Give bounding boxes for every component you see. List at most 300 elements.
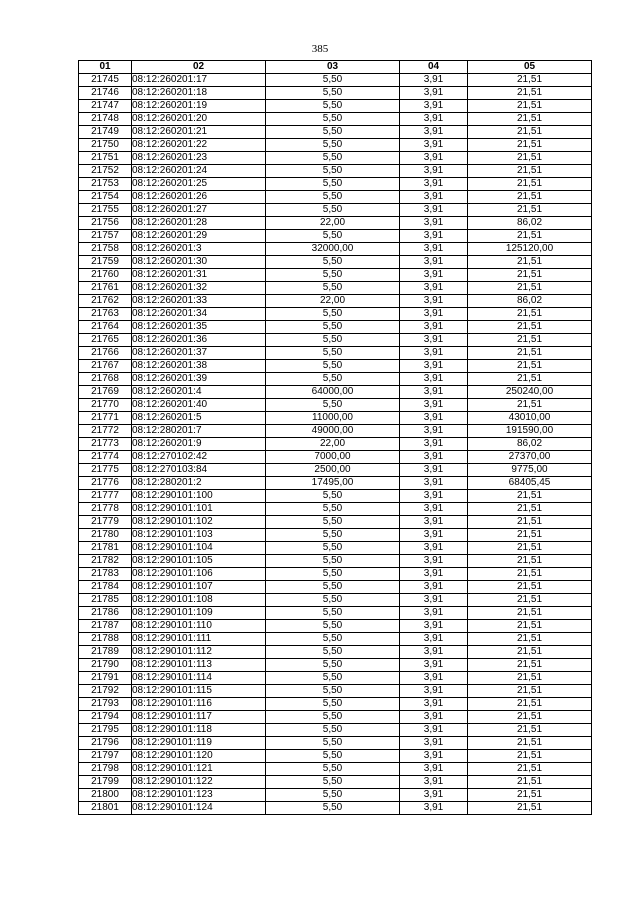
value-05-cell: 21,51: [468, 490, 592, 503]
value-05-cell: 21,51: [468, 308, 592, 321]
value-03-cell: 5,50: [266, 542, 400, 555]
value-03-cell: 5,50: [266, 360, 400, 373]
row-number-cell: 21757: [79, 230, 132, 243]
row-number-cell: 21788: [79, 633, 132, 646]
row-number-cell: 21758: [79, 243, 132, 256]
table-row: [79, 347, 592, 360]
cadastral-number-cell: 08:12:260201:5: [132, 412, 266, 425]
value-03-cell: 5,50: [266, 581, 400, 594]
value-05-cell: 21,51: [468, 152, 592, 165]
table-row: [79, 308, 592, 321]
cadastral-number-cell: 08:12:260201:27: [132, 204, 266, 217]
value-05-cell: 21,51: [468, 711, 592, 724]
cadastral-number-cell: 08:12:260201:19: [132, 100, 266, 113]
value-05-cell: 21,51: [468, 126, 592, 139]
row-number-cell: 21770: [79, 399, 132, 412]
value-03-cell: 5,50: [266, 516, 400, 529]
value-04-cell: 3,91: [400, 633, 468, 646]
value-03-cell: 17495,00: [266, 477, 400, 490]
table-body: [79, 74, 592, 815]
value-04-cell: 3,91: [400, 243, 468, 256]
value-04-cell: 3,91: [400, 477, 468, 490]
table-row: [79, 750, 592, 763]
cadastral-number-cell: 08:12:280201:2: [132, 477, 266, 490]
table-row: [79, 425, 592, 438]
row-number-cell: 21749: [79, 126, 132, 139]
table-row: [79, 529, 592, 542]
value-03-cell: 5,50: [266, 607, 400, 620]
table-row: [79, 477, 592, 490]
table-row: [79, 100, 592, 113]
value-03-cell: 5,50: [266, 672, 400, 685]
value-04-cell: 3,91: [400, 269, 468, 282]
value-04-cell: 3,91: [400, 464, 468, 477]
value-04-cell: 3,91: [400, 750, 468, 763]
cadastral-number-cell: 08:12:290101:124: [132, 802, 266, 815]
value-04-cell: 3,91: [400, 711, 468, 724]
row-number-cell: 21774: [79, 451, 132, 464]
value-04-cell: 3,91: [400, 789, 468, 802]
row-number-cell: 21792: [79, 685, 132, 698]
table-row: [79, 620, 592, 633]
row-number-cell: 21791: [79, 672, 132, 685]
row-number-cell: 21748: [79, 113, 132, 126]
value-04-cell: 3,91: [400, 126, 468, 139]
cadastral-number-cell: 08:12:290101:123: [132, 789, 266, 802]
value-04-cell: 3,91: [400, 451, 468, 464]
value-03-cell: 5,50: [266, 802, 400, 815]
value-05-cell: 21,51: [468, 503, 592, 516]
value-03-cell: 5,50: [266, 503, 400, 516]
cadastral-number-cell: 08:12:260201:36: [132, 334, 266, 347]
value-04-cell: 3,91: [400, 74, 468, 87]
value-04-cell: 3,91: [400, 87, 468, 100]
value-05-cell: 21,51: [468, 594, 592, 607]
value-04-cell: 3,91: [400, 256, 468, 269]
value-04-cell: 3,91: [400, 347, 468, 360]
value-05-cell: 21,51: [468, 763, 592, 776]
value-04-cell: 3,91: [400, 191, 468, 204]
row-number-cell: 21763: [79, 308, 132, 321]
value-03-cell: 5,50: [266, 165, 400, 178]
value-05-cell: 21,51: [468, 74, 592, 87]
value-03-cell: 5,50: [266, 373, 400, 386]
table-row: [79, 672, 592, 685]
cadastral-number-cell: 08:12:260201:24: [132, 165, 266, 178]
value-05-cell: 21,51: [468, 204, 592, 217]
row-number-cell: 21779: [79, 516, 132, 529]
row-number-cell: 21767: [79, 360, 132, 373]
table-row: [79, 685, 592, 698]
row-number-cell: 21775: [79, 464, 132, 477]
cadastral-number-cell: 08:12:260201:23: [132, 152, 266, 165]
cadastral-number-cell: 08:12:260201:20: [132, 113, 266, 126]
row-number-cell: 21750: [79, 139, 132, 152]
row-number-cell: 21776: [79, 477, 132, 490]
cadastral-number-cell: 08:12:290101:107: [132, 581, 266, 594]
row-number-cell: 21769: [79, 386, 132, 399]
value-03-cell: 22,00: [266, 295, 400, 308]
table-row: [79, 490, 592, 503]
table-row: [79, 503, 592, 516]
table-row: [79, 724, 592, 737]
value-04-cell: 3,91: [400, 308, 468, 321]
value-05-cell: 21,51: [468, 360, 592, 373]
cadastral-number-cell: 08:12:290101:111: [132, 633, 266, 646]
value-03-cell: 5,50: [266, 191, 400, 204]
value-05-cell: 9775,00: [468, 464, 592, 477]
value-04-cell: 3,91: [400, 230, 468, 243]
cadastral-number-cell: 08:12:260201:39: [132, 373, 266, 386]
row-number-cell: 21754: [79, 191, 132, 204]
value-03-cell: 49000,00: [266, 425, 400, 438]
row-number-cell: 21801: [79, 802, 132, 815]
row-number-cell: 21759: [79, 256, 132, 269]
value-04-cell: 3,91: [400, 802, 468, 815]
table-row: [79, 464, 592, 477]
row-number-cell: 21771: [79, 412, 132, 425]
table-row: [79, 217, 592, 230]
value-05-cell: 21,51: [468, 165, 592, 178]
value-03-cell: 2500,00: [266, 464, 400, 477]
value-04-cell: 3,91: [400, 685, 468, 698]
cadastral-number-cell: 08:12:290101:115: [132, 685, 266, 698]
value-04-cell: 3,91: [400, 724, 468, 737]
cadastral-number-cell: 08:12:290101:120: [132, 750, 266, 763]
value-04-cell: 3,91: [400, 737, 468, 750]
data-table: [78, 60, 592, 815]
cadastral-number-cell: 08:12:290101:122: [132, 776, 266, 789]
value-03-cell: 5,50: [266, 776, 400, 789]
row-number-cell: 21782: [79, 555, 132, 568]
cadastral-number-cell: 08:12:290101:113: [132, 659, 266, 672]
row-number-cell: 21798: [79, 763, 132, 776]
row-number-cell: 21745: [79, 74, 132, 87]
row-number-cell: 21764: [79, 321, 132, 334]
table-row: [79, 542, 592, 555]
value-05-cell: 21,51: [468, 789, 592, 802]
table-row: [79, 139, 592, 152]
value-03-cell: 5,50: [266, 139, 400, 152]
cadastral-number-cell: 08:12:260201:26: [132, 191, 266, 204]
value-03-cell: 5,50: [266, 750, 400, 763]
value-03-cell: 5,50: [266, 568, 400, 581]
row-number-cell: 21777: [79, 490, 132, 503]
value-05-cell: 21,51: [468, 672, 592, 685]
cadastral-number-cell: 08:12:290101:108: [132, 594, 266, 607]
value-04-cell: 3,91: [400, 490, 468, 503]
table-row: [79, 607, 592, 620]
row-number-cell: 21756: [79, 217, 132, 230]
row-number-cell: 21773: [79, 438, 132, 451]
table-row: [79, 386, 592, 399]
cadastral-number-cell: 08:12:280201:7: [132, 425, 266, 438]
cadastral-number-cell: 08:12:260201:28: [132, 217, 266, 230]
value-04-cell: 3,91: [400, 373, 468, 386]
value-05-cell: 21,51: [468, 516, 592, 529]
value-05-cell: 21,51: [468, 633, 592, 646]
value-03-cell: 5,50: [266, 659, 400, 672]
table-row: [79, 360, 592, 373]
table-row: [79, 126, 592, 139]
table-row: [79, 178, 592, 191]
value-04-cell: 3,91: [400, 555, 468, 568]
value-04-cell: 3,91: [400, 542, 468, 555]
value-04-cell: 3,91: [400, 646, 468, 659]
value-03-cell: 5,50: [266, 256, 400, 269]
value-04-cell: 3,91: [400, 100, 468, 113]
row-number-cell: 21755: [79, 204, 132, 217]
value-05-cell: 21,51: [468, 113, 592, 126]
value-05-cell: 21,51: [468, 269, 592, 282]
row-number-cell: 21753: [79, 178, 132, 191]
value-05-cell: 21,51: [468, 568, 592, 581]
value-05-cell: 21,51: [468, 373, 592, 386]
value-03-cell: 5,50: [266, 685, 400, 698]
row-number-cell: 21780: [79, 529, 132, 542]
row-number-cell: 21766: [79, 347, 132, 360]
cadastral-number-cell: 08:12:260201:34: [132, 308, 266, 321]
row-number-cell: 21772: [79, 425, 132, 438]
value-05-cell: 125120,00: [468, 243, 592, 256]
value-05-cell: 21,51: [468, 698, 592, 711]
row-number-cell: 21785: [79, 594, 132, 607]
table-row: [79, 438, 592, 451]
value-04-cell: 3,91: [400, 568, 468, 581]
table-row: [79, 243, 592, 256]
value-04-cell: 3,91: [400, 438, 468, 451]
value-04-cell: 3,91: [400, 672, 468, 685]
table-row: [79, 633, 592, 646]
cadastral-number-cell: 08:12:260201:32: [132, 282, 266, 295]
row-number-cell: 21768: [79, 373, 132, 386]
cadastral-number-cell: 08:12:290101:106: [132, 568, 266, 581]
value-03-cell: 5,50: [266, 282, 400, 295]
value-03-cell: 22,00: [266, 217, 400, 230]
value-05-cell: 21,51: [468, 646, 592, 659]
value-04-cell: 3,91: [400, 204, 468, 217]
value-04-cell: 3,91: [400, 178, 468, 191]
value-03-cell: 5,50: [266, 711, 400, 724]
table-row: [79, 711, 592, 724]
table-row: [79, 373, 592, 386]
table-row: [79, 516, 592, 529]
value-04-cell: 3,91: [400, 334, 468, 347]
cadastral-number-cell: 08:12:270103:84: [132, 464, 266, 477]
value-05-cell: 250240,00: [468, 386, 592, 399]
value-04-cell: 3,91: [400, 139, 468, 152]
table-row: [79, 399, 592, 412]
row-number-cell: 21786: [79, 607, 132, 620]
value-03-cell: 32000,00: [266, 243, 400, 256]
row-number-cell: 21751: [79, 152, 132, 165]
table-row: [79, 113, 592, 126]
value-04-cell: 3,91: [400, 386, 468, 399]
value-04-cell: 3,91: [400, 412, 468, 425]
table-row: [79, 191, 592, 204]
value-05-cell: 21,51: [468, 685, 592, 698]
value-03-cell: 5,50: [266, 152, 400, 165]
table-row: [79, 763, 592, 776]
value-03-cell: 5,50: [266, 178, 400, 191]
row-number-cell: 21789: [79, 646, 132, 659]
value-04-cell: 3,91: [400, 607, 468, 620]
table-row: [79, 269, 592, 282]
row-number-cell: 21799: [79, 776, 132, 789]
row-number-cell: 21793: [79, 698, 132, 711]
table-row: [79, 204, 592, 217]
value-05-cell: 21,51: [468, 555, 592, 568]
value-03-cell: 11000,00: [266, 412, 400, 425]
table-row: [79, 568, 592, 581]
table-row: [79, 698, 592, 711]
cadastral-number-cell: 08:12:290101:104: [132, 542, 266, 555]
column-header-01: 01: [79, 61, 132, 74]
table-row: [79, 776, 592, 789]
value-05-cell: 21,51: [468, 776, 592, 789]
row-number-cell: 21765: [79, 334, 132, 347]
cadastral-number-cell: 08:12:290101:101: [132, 503, 266, 516]
value-05-cell: 68405,45: [468, 477, 592, 490]
value-05-cell: 21,51: [468, 724, 592, 737]
row-number-cell: 21800: [79, 789, 132, 802]
value-04-cell: 3,91: [400, 399, 468, 412]
column-header-02: 02: [132, 61, 266, 74]
value-05-cell: 21,51: [468, 178, 592, 191]
cadastral-number-cell: 08:12:260201:22: [132, 139, 266, 152]
table-row: [79, 230, 592, 243]
value-03-cell: 5,50: [266, 74, 400, 87]
row-number-cell: 21787: [79, 620, 132, 633]
value-03-cell: 5,50: [266, 126, 400, 139]
value-05-cell: 21,51: [468, 750, 592, 763]
value-05-cell: 21,51: [468, 282, 592, 295]
row-number-cell: 21784: [79, 581, 132, 594]
table-row: [79, 594, 592, 607]
value-04-cell: 3,91: [400, 581, 468, 594]
row-number-cell: 21781: [79, 542, 132, 555]
row-number-cell: 21761: [79, 282, 132, 295]
value-05-cell: 86,02: [468, 295, 592, 308]
value-03-cell: 5,50: [266, 633, 400, 646]
value-05-cell: 21,51: [468, 256, 592, 269]
cadastral-number-cell: 08:12:260201:35: [132, 321, 266, 334]
cadastral-number-cell: 08:12:260201:30: [132, 256, 266, 269]
value-04-cell: 3,91: [400, 152, 468, 165]
table-row: [79, 555, 592, 568]
table-row: [79, 802, 592, 815]
cadastral-number-cell: 08:12:260201:17: [132, 74, 266, 87]
row-number-cell: 21797: [79, 750, 132, 763]
cadastral-number-cell: 08:12:260201:3: [132, 243, 266, 256]
value-03-cell: 5,50: [266, 763, 400, 776]
cadastral-number-cell: 08:12:260201:31: [132, 269, 266, 282]
value-04-cell: 3,91: [400, 295, 468, 308]
row-number-cell: 21760: [79, 269, 132, 282]
value-05-cell: 27370,00: [468, 451, 592, 464]
value-05-cell: 86,02: [468, 217, 592, 230]
table-row: [79, 581, 592, 594]
value-04-cell: 3,91: [400, 594, 468, 607]
value-05-cell: 21,51: [468, 542, 592, 555]
value-03-cell: 5,50: [266, 555, 400, 568]
table-row: [79, 165, 592, 178]
row-number-cell: 21752: [79, 165, 132, 178]
value-05-cell: 21,51: [468, 139, 592, 152]
table-row: [79, 282, 592, 295]
value-05-cell: 21,51: [468, 607, 592, 620]
value-03-cell: 5,50: [266, 490, 400, 503]
table-row: [79, 659, 592, 672]
cadastral-number-cell: 08:12:260201:21: [132, 126, 266, 139]
value-05-cell: 43010,00: [468, 412, 592, 425]
cadastral-number-cell: 08:12:290101:100: [132, 490, 266, 503]
value-05-cell: 21,51: [468, 529, 592, 542]
value-05-cell: 21,51: [468, 87, 592, 100]
value-04-cell: 3,91: [400, 659, 468, 672]
value-03-cell: 5,50: [266, 724, 400, 737]
column-header-05: 05: [468, 61, 592, 74]
value-04-cell: 3,91: [400, 425, 468, 438]
value-04-cell: 3,91: [400, 529, 468, 542]
table-row: [79, 321, 592, 334]
cadastral-number-cell: 08:12:290101:105: [132, 555, 266, 568]
value-04-cell: 3,91: [400, 620, 468, 633]
value-04-cell: 3,91: [400, 217, 468, 230]
value-05-cell: 21,51: [468, 659, 592, 672]
value-05-cell: 21,51: [468, 620, 592, 633]
table-row: [79, 295, 592, 308]
value-05-cell: 21,51: [468, 100, 592, 113]
value-04-cell: 3,91: [400, 360, 468, 373]
cadastral-number-cell: 08:12:260201:33: [132, 295, 266, 308]
value-03-cell: 5,50: [266, 529, 400, 542]
cadastral-number-cell: 08:12:290101:109: [132, 607, 266, 620]
cadastral-number-cell: 08:12:260201:4: [132, 386, 266, 399]
cadastral-number-cell: 08:12:290101:118: [132, 724, 266, 737]
cadastral-number-cell: 08:12:260201:25: [132, 178, 266, 191]
value-05-cell: 191590,00: [468, 425, 592, 438]
table-row: [79, 74, 592, 87]
row-number-cell: 21747: [79, 100, 132, 113]
value-05-cell: 21,51: [468, 581, 592, 594]
column-header-04: 04: [400, 61, 468, 74]
value-03-cell: 5,50: [266, 308, 400, 321]
cadastral-number-cell: 08:12:260201:37: [132, 347, 266, 360]
row-number-cell: 21795: [79, 724, 132, 737]
value-03-cell: 5,50: [266, 87, 400, 100]
value-04-cell: 3,91: [400, 113, 468, 126]
row-number-cell: 21790: [79, 659, 132, 672]
table-row: [79, 737, 592, 750]
value-04-cell: 3,91: [400, 516, 468, 529]
value-05-cell: 86,02: [468, 438, 592, 451]
value-03-cell: 5,50: [266, 737, 400, 750]
value-03-cell: 5,50: [266, 698, 400, 711]
value-04-cell: 3,91: [400, 763, 468, 776]
value-03-cell: 5,50: [266, 789, 400, 802]
value-04-cell: 3,91: [400, 321, 468, 334]
value-03-cell: 5,50: [266, 269, 400, 282]
cadastral-number-cell: 08:12:260201:38: [132, 360, 266, 373]
cadastral-number-cell: 08:12:270102:42: [132, 451, 266, 464]
cadastral-number-cell: 08:12:260201:18: [132, 87, 266, 100]
cadastral-number-cell: 08:12:260201:29: [132, 230, 266, 243]
value-03-cell: 5,50: [266, 230, 400, 243]
value-03-cell: 5,50: [266, 204, 400, 217]
value-03-cell: 5,50: [266, 620, 400, 633]
table-row: [79, 152, 592, 165]
